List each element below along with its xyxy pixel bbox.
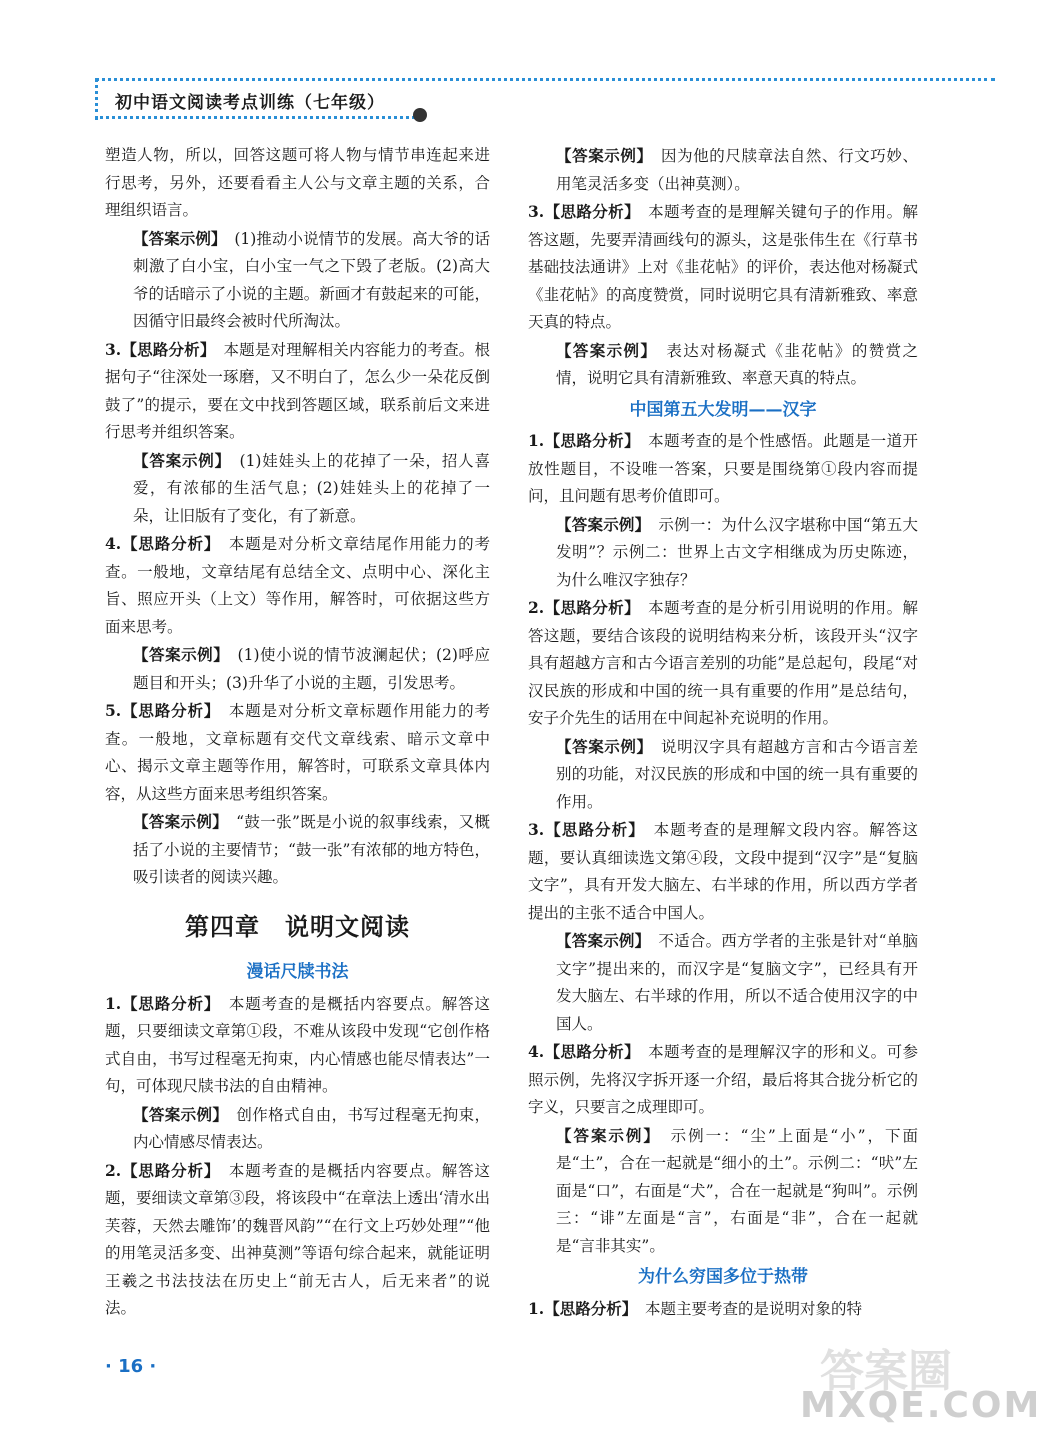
section-title: 为什么穷国多位于热带	[638, 1267, 808, 1287]
item-text: (1)娃娃头上的花掉了一朵，招人喜爱，有浓郁的生活气息；(2)娃娃头上的花掉了一朵，让旧版有了变化，有了新意。	[133, 451, 490, 525]
item-tag: 【思路分析】	[121, 1160, 213, 1180]
item-text: (1)推动小说情节的发展。高大爷的话刺激了白小宝，白小宝一气之下毁了老版。(2)高大爷的话暗示了小说的主题。新画才有鼓起来的可能，因循守旧最终会被时代所淘汰。	[133, 229, 490, 330]
decorative-dot-icon	[413, 108, 427, 122]
item-tag: 【答案示例】	[556, 340, 650, 360]
item-text: 本题考查的是理解汉字的形和义。可参照示例，先将汉字拆开逐一介绍，最后将其合拢分析它的字义，只要言之成理即可。	[528, 1043, 918, 1116]
item-tag: 【思路分析】	[544, 431, 633, 450]
answer-example	[528, 733, 918, 817]
item-text: 本题是对理解相关内容能力的考查。根据句子“往深处一琢磨，又不明白了，怎么少一朵花反倒鼓了”的提示，要在文中找到答题区域，联系前后文来进行思考并组织答案。	[105, 340, 490, 441]
watermark-text: MXQE.COM	[800, 1385, 1041, 1426]
header-dotted-rule	[95, 78, 995, 81]
item-tag: 【思路分析】	[544, 1042, 633, 1061]
item-tag: 【思路分析】	[544, 820, 638, 839]
answer-example	[528, 511, 918, 595]
item-text: 说明汉字具有超越方言和古今语言差别的功能，对汉民族的形成和中国的统一具有重要的作用。	[556, 737, 918, 811]
header-dotted-underline	[95, 116, 420, 119]
chapter-heading: 第四章 说明文阅读	[185, 912, 410, 941]
analysis-item	[528, 1038, 918, 1122]
answer-example	[528, 1122, 918, 1261]
page-number: · 16 ·	[105, 1356, 157, 1377]
item-tag: 【思路分析】	[121, 701, 213, 720]
answer-example	[528, 337, 918, 393]
item-tag: 【答案示例】	[556, 931, 643, 950]
answer-example	[528, 927, 918, 1038]
item-text: 示例一：为什么汉字堪称中国“第五大发明”？示例二：世界上古文字相继成为历史陈迹，为什么唯汉字独存？	[556, 515, 918, 589]
item-tag: 【答案示例】	[556, 736, 645, 756]
section-title: 漫话尺牍书法	[246, 962, 349, 982]
item-number: 4.	[528, 1042, 545, 1061]
item-number: 2.	[528, 598, 545, 617]
item-tag: 【答案示例】	[556, 514, 643, 534]
item-text: 本题考查的是概括内容要点。解答这题，只要细读文章第①段，不难从该段中发现“它创作格式自由，书写过程毫无拘束，内心情感也能尽情表达”一句，可体现尺牍书法的自由精神。	[105, 994, 490, 1095]
item-number: 5.	[105, 701, 122, 720]
running-header	[95, 78, 425, 120]
item-text: 本题考查的是理解关键句子的作用。解答这题，先要弄清画线句的源头，这是张伟生在《行草书基础技法通讲》上对《韭花帖》的评价，表达他对杨凝式《韭花帖》的高度赞赏，同时说明它具有清新雅致、率意天真的特点。	[528, 203, 918, 331]
item-tag: 【思路分析】	[544, 598, 633, 617]
item-number: 1.	[105, 993, 122, 1013]
answer-example	[528, 142, 918, 198]
answer-example	[105, 641, 490, 697]
item-tag: 【答案示例】	[133, 645, 222, 664]
item-text: 塑造人物，所以，回答这题可将人物与情节串连起来进行思考，另外，还要看看主人公与文章主题的关系，合理组织语言。	[105, 146, 490, 219]
analysis-item	[105, 990, 490, 1101]
item-tag: 【答案示例】	[133, 1104, 221, 1124]
item-text: 本题考查的是概括内容要点。解答这题，要细读文章第③段，将该段中“在章法上透出‘清水出芙蓉，天然去雕饰’的魏晋风韵”“在行文上巧妙处理”“他的用笔灵活多变、出神莫测”等语句综合起来，就能证明王羲之书法技法在历史上“前无古人，后无来者”的说法。	[105, 1161, 490, 1317]
analysis-item	[528, 594, 918, 733]
item-number: 2.	[105, 1160, 122, 1180]
item-tag: 【思路分析】	[121, 534, 213, 553]
item-number: 3.	[528, 202, 545, 221]
paragraph	[105, 142, 490, 225]
item-tag: 【答案示例】	[133, 812, 221, 831]
item-text: 本题主要考查的是说明对象的特	[644, 1299, 862, 1318]
item-text: “鼓一张”既是小说的叙事线索，又概括了小说的主要情节；“鼓一张”有浓郁的地方特色，吸引读者的阅读兴趣。	[133, 813, 490, 886]
item-tag: 【答案示例】	[556, 1125, 654, 1145]
item-text: 示例一：“尘”上面是“小”，下面是“土”，合在一起就是“细小的土”。示例二：“吠”左面是“口”，右面是“犬”，合在一起就是“狗叫”。示例三：“诽”左面是“言”，右面是“非”，合在一起就是“言非其实”。	[556, 1126, 918, 1255]
item-tag: 【思路分析】	[544, 1298, 630, 1318]
item-text: 不适合。西方学者的主张是针对“单脑文字”提出来的，而汉字是“复脑文字”，已经具有开发大脑左、右半球的作用，所以不适合使用汉字的中国人。	[556, 932, 918, 1033]
analysis-item	[105, 336, 490, 447]
item-tag: 【答案示例】	[133, 450, 224, 470]
section-title: 中国第五大发明——汉字	[629, 399, 817, 420]
item-tag: 【答案示例】	[556, 146, 645, 165]
right-column	[528, 142, 918, 1323]
item-number: 3.	[528, 820, 545, 839]
item-number: 1.	[528, 431, 545, 450]
analysis-item	[528, 427, 918, 511]
item-tag: 【答案示例】	[133, 228, 219, 248]
item-text: 因为他的尺牍章法自然、行文巧妙、用笔灵活多变（出神莫测）。	[556, 147, 918, 193]
header-dotted-left-rule	[95, 78, 98, 120]
item-number: 1.	[528, 1298, 545, 1318]
item-text: 本题考查的是分析引用说明的作用。解答这题，要结合该段的说明结构来分析，该段开头“汉字具有超越方言和古今语言差别的功能”是总起句，段尾“对汉民族的形成和中国的统一具有重要的作用”是总结句，安子介先生的话用在中间起补充说明的作用。	[528, 599, 918, 727]
item-number: 4.	[105, 534, 122, 553]
book-title: 初中语文阅读考点训练（七年级）	[115, 93, 385, 113]
analysis-item	[528, 198, 918, 337]
answer-example	[105, 225, 490, 336]
analysis-item	[528, 816, 918, 927]
watermark-logo: 答案圈	[820, 1346, 952, 1397]
item-text: 本题考查的是个性感悟。此题是一道开放性题目，不设唯一答案，只要是围绕第①段内容而提问，且问题有思考价值即可。	[528, 432, 918, 505]
analysis-item	[528, 1295, 918, 1324]
item-tag: 【思路分析】	[121, 339, 208, 359]
item-tag: 【思路分析】	[121, 993, 213, 1013]
answer-example	[105, 808, 490, 892]
left-column	[105, 142, 490, 1323]
item-text: 表达对杨凝式《韭花帖》的赞赏之情，说明它具有清新雅致、率意天真的特点。	[556, 341, 918, 387]
item-text: 本题是对分析文章结尾作用能力的考查。一般地，文章结尾有总结全文、点明中心、深化主旨、照应开头（上文）等作用，解答时，可依据这些方面来思考。	[105, 535, 490, 636]
item-text: (1)使小说的情节波澜起伏；(2)呼应题目和开头；(3)升华了小说的主题，引发思考。	[133, 646, 490, 692]
answer-example	[105, 1101, 490, 1157]
answer-example	[105, 447, 490, 531]
item-text: 创作格式自由，书写过程毫无拘束，内心情感尽情表达。	[133, 1105, 490, 1151]
analysis-item	[105, 1157, 490, 1323]
analysis-item	[105, 697, 490, 808]
item-number: 3.	[105, 339, 122, 359]
item-text: 本题考查的是理解文段内容。解答这题，要认真细读选文第④段，文段中提到“汉字”是“复脑文字”，具有开发大脑左、右半球的作用，所以西方学者提出的主张不适合中国人。	[528, 821, 918, 922]
analysis-item	[105, 530, 490, 641]
item-tag: 【思路分析】	[544, 202, 633, 221]
item-text: 本题是对分析文章标题作用能力的考查。一般地，文章标题有交代文章线索、暗示文章中心、揭示文章主题等作用，解答时，可联系文章具体内容，从这些方面来思考组织答案。	[105, 702, 490, 803]
